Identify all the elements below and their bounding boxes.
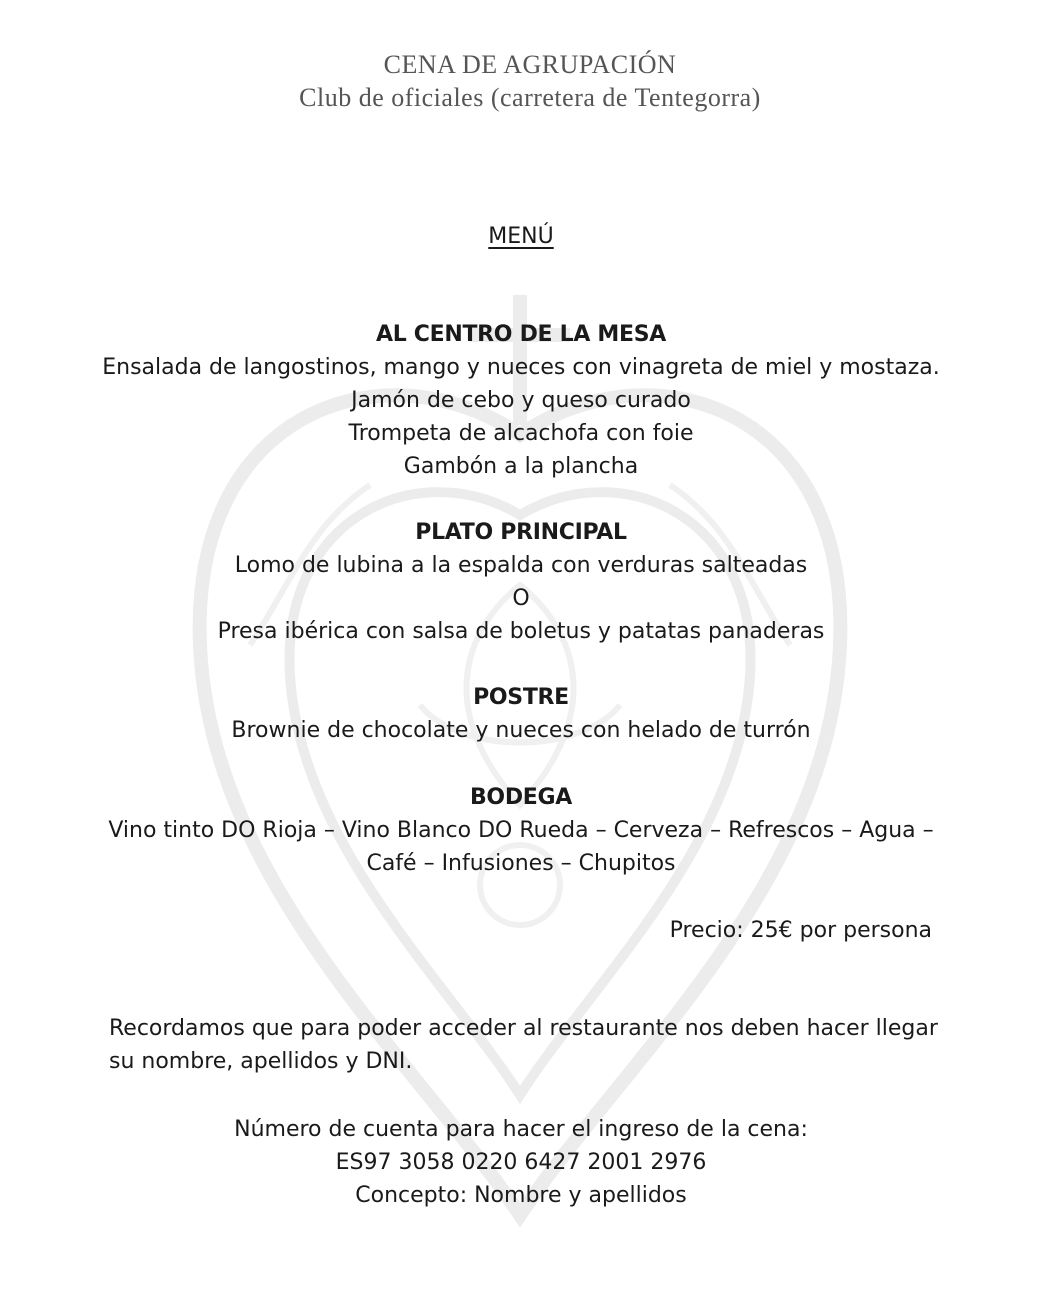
menu-item: Brownie de chocolate y nueces con helado de turrón [231,718,811,743]
notice-line: Recordamos que para poder acceder al restaurante nos deben hacer llegar [109,1016,938,1041]
payment-label: Número de cuenta para hacer el ingreso de la cena: [234,1117,808,1142]
menu-item-or: O [512,586,530,611]
notice-line: su nombre, apellidos y DNI. [109,1049,413,1074]
section-heading-centro: AL CENTRO DE LA MESA [375,322,667,347]
account-number: ES97 3058 0220 6427 2001 2976 [335,1150,707,1175]
section-heading-postre: POSTRE [473,685,569,710]
menu-item: Ensalada de langostinos, mango y nueces con vinagreta de miel y mostaza. [102,355,940,380]
event-title: CENA DE AGRUPACIÓN [383,50,677,79]
payment-concept: Concepto: Nombre y apellidos [355,1183,687,1208]
menu-item: Gambón a la plancha [403,454,639,479]
section-heading-principal: PLATO PRINCIPAL [415,520,627,545]
menu-title: MENÚ [488,224,554,249]
menu-item: Vino tinto DO Rioja – Vino Blanco DO Rueda – Cerveza – Refrescos – Agua – [108,818,934,843]
menu-item: Trompeta de alcachofa con foie [348,421,694,446]
event-subtitle: Club de oficiales (carretera de Tentegorra) [299,83,761,112]
section-heading-bodega: BODEGA [469,785,573,810]
menu-item: Café – Infusiones – Chupitos [366,851,676,876]
menu-item: Jamón de cebo y queso curado [351,388,691,413]
menu-item: Lomo de lubina a la espalda con verduras salteadas [234,553,808,578]
menu-item: Presa ibérica con salsa de boletus y patatas panaderas [217,619,825,644]
price: Precio: 25€ por persona [669,918,932,943]
